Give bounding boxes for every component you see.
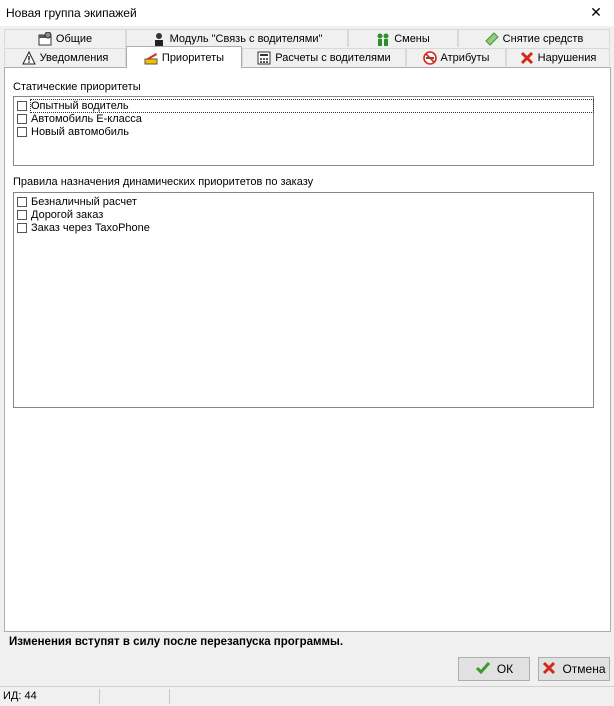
tab-label: Приоритеты	[161, 51, 225, 64]
list-item[interactable]	[14, 99, 593, 112]
tab-label: Атрибуты	[440, 51, 490, 64]
checkmark-icon	[475, 661, 491, 678]
ok-button[interactable]	[458, 657, 530, 681]
settings-window-icon	[38, 32, 52, 46]
list-item[interactable]	[14, 125, 593, 138]
restart-notice: Изменения вступят в силу после перезапуска программы.	[9, 636, 344, 648]
checkbox[interactable]	[17, 101, 27, 111]
tab-label: Модуль "Связь с водителями"	[169, 32, 323, 45]
dynamic-priorities-label: Правила назначения динамических приоритетов по заказу	[13, 176, 314, 188]
checkbox[interactable]	[17, 210, 27, 220]
tab-violations[interactable]	[506, 48, 610, 66]
people-icon	[376, 32, 390, 46]
tab-label: Снятие средств	[502, 32, 584, 45]
money-icon	[485, 32, 499, 46]
list-item-label: Безналичный расчет	[31, 195, 137, 208]
list-item[interactable]	[14, 221, 593, 234]
close-button[interactable]	[588, 4, 604, 20]
cancel-icon	[542, 661, 556, 678]
dynamic-priorities-list[interactable]	[13, 192, 594, 408]
tab-general[interactable]	[4, 29, 126, 47]
list-item-label: Автомобиль Е-класса	[31, 112, 142, 125]
tab-label: Уведомления	[39, 51, 109, 64]
priority-icon	[144, 51, 158, 65]
status-id: ИД: 44	[0, 689, 100, 704]
driver-icon	[152, 32, 166, 46]
tab-priorities[interactable]	[126, 46, 242, 68]
cross-icon	[520, 51, 534, 65]
list-item[interactable]	[14, 112, 593, 125]
tab-label: Смены	[394, 32, 430, 45]
checkbox[interactable]	[17, 114, 27, 124]
title-bar	[0, 0, 614, 26]
tab-shifts[interactable]	[348, 29, 458, 47]
checkbox[interactable]	[17, 223, 27, 233]
cancel-button[interactable]	[538, 657, 610, 681]
status-cell-empty	[170, 689, 614, 704]
tab-driver-settlements[interactable]	[242, 48, 406, 66]
list-item[interactable]	[14, 208, 593, 221]
static-priorities-list[interactable]	[13, 96, 594, 166]
tab-label: Расчеты с водителями	[275, 51, 391, 64]
tab-label: Общие	[55, 32, 93, 45]
list-item-label: Дорогой заказ	[31, 208, 104, 221]
no-smoking-icon	[423, 51, 437, 65]
close-icon: ✕	[590, 4, 602, 20]
tab-attributes[interactable]	[406, 48, 506, 66]
warning-icon	[22, 51, 36, 65]
list-item[interactable]	[14, 195, 593, 208]
status-bar	[0, 686, 614, 706]
ok-button-label: ОК	[496, 662, 514, 676]
tab-label: Нарушения	[537, 51, 597, 64]
calculator-icon	[257, 51, 271, 65]
tab-notifications[interactable]	[4, 48, 126, 66]
checkbox[interactable]	[17, 197, 27, 207]
list-item-label: Опытный водитель	[31, 100, 593, 112]
window-title: Новая группа экипажей	[6, 6, 137, 20]
tab-driver-connection[interactable]	[126, 29, 348, 47]
list-item-label: Новый автомобиль	[31, 125, 130, 138]
tab-withdrawal[interactable]	[458, 29, 610, 47]
static-priorities-label: Статические приоритеты	[13, 81, 141, 93]
list-item-label: Заказ через TaxoPhone	[31, 221, 150, 234]
cancel-button-label: Отмена	[562, 662, 606, 676]
status-cell-empty	[100, 689, 170, 704]
checkbox[interactable]	[17, 127, 27, 137]
